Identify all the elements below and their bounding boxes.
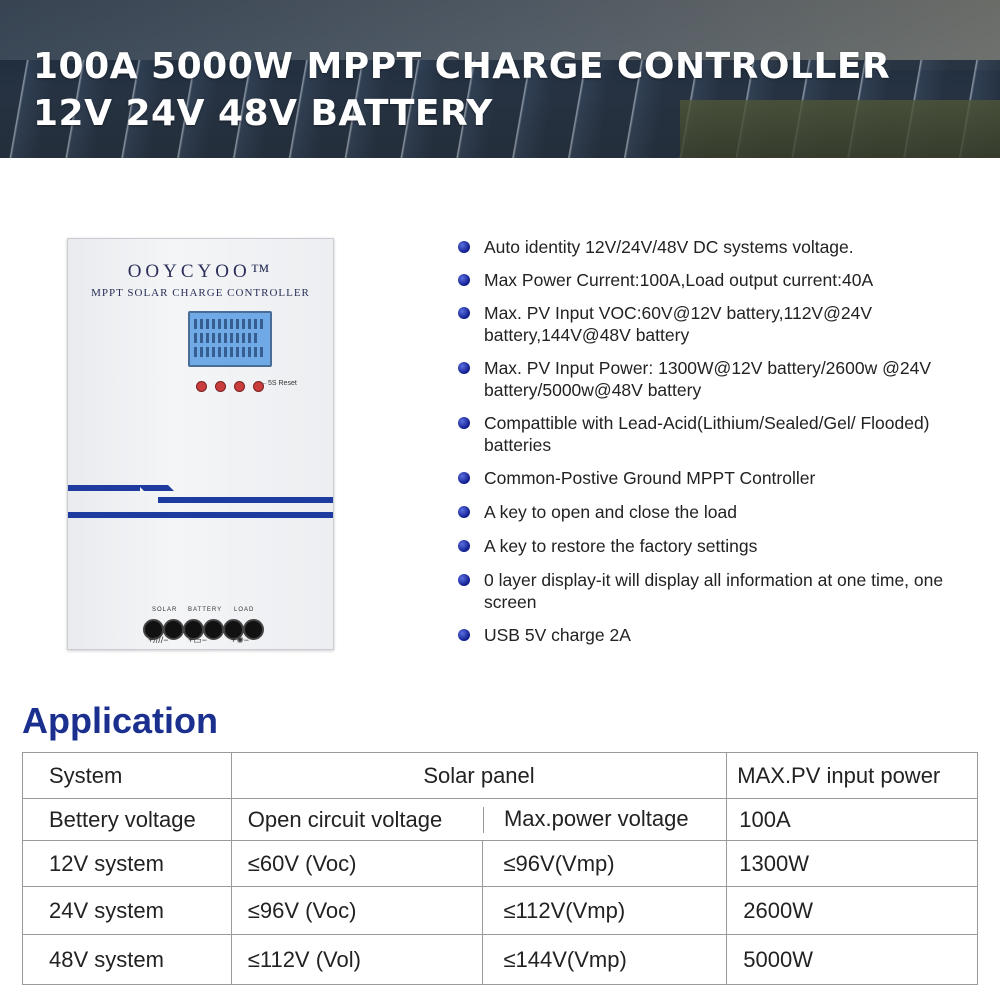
feature-item: Max Power Current:100A,Load output current:40A — [456, 269, 986, 291]
lcd-screen — [188, 311, 272, 367]
application-heading: Application — [22, 700, 218, 741]
row-power: 5000W — [727, 935, 978, 985]
banner-title-line1: 100A 5000W MPPT CHARGE CONTROLLER — [33, 46, 891, 87]
row-voc: ≤112V (Vol) — [231, 935, 483, 985]
banner-title-line2: 12V 24V 48V BATTERY — [33, 93, 493, 134]
row-system: 12V system — [23, 841, 232, 887]
banner-grass — [680, 100, 1000, 158]
bullet-icon — [458, 540, 470, 552]
application-table — [22, 752, 978, 985]
device-brand: OOYCYOO™ — [127, 261, 274, 282]
terminal-label-solar: SOLAR — [152, 607, 178, 613]
bulb-icon: +✺− — [231, 635, 250, 645]
hero-banner — [0, 0, 1000, 158]
feature-list — [456, 236, 986, 646]
feature-item: Compattible with Lead-Acid(Lithium/Sealed/Gel/ Flooded) batteries — [456, 412, 986, 456]
header-solar-panel: Solar panel — [231, 753, 726, 799]
bullet-icon — [458, 506, 470, 518]
feature-item: Auto identity 12V/24V/48V DC systems voltage. — [456, 236, 986, 258]
row-power: 1300W — [727, 841, 978, 887]
bullet-icon — [458, 241, 470, 253]
table-subheader-row — [23, 799, 978, 841]
blue-stripe-diagonal — [138, 485, 174, 491]
feature-item: A key to open and close the load — [456, 501, 986, 523]
menu-button — [196, 381, 207, 392]
solar-panel-icon: +////− — [148, 635, 169, 645]
table-header-row — [23, 753, 978, 799]
row-voc: ≤96V (Voc) — [231, 887, 483, 935]
bullet-icon — [458, 629, 470, 641]
subheader-open-circuit: Open circuit voltage — [231, 799, 483, 841]
table-row — [23, 841, 978, 887]
blue-stripe-upper-left — [68, 485, 140, 491]
header-max-pv: MAX.PV input power — [727, 753, 978, 799]
row-voc: ≤60V (Voc) — [231, 841, 483, 887]
subheader-current: 100A — [727, 799, 978, 841]
subheader-battery-voltage: Bettery voltage — [23, 799, 232, 841]
reset-label: ←5S Reset — [261, 380, 297, 387]
table-row — [23, 935, 978, 985]
charge-controller-image — [67, 238, 334, 650]
bullet-icon — [458, 574, 470, 586]
feature-item: Max. PV Input VOC:60V@12V battery,112V@24V battery,144V@48V battery — [456, 302, 986, 346]
table-row — [23, 887, 978, 935]
bullet-icon — [458, 417, 470, 429]
battery-icon: +▭− — [188, 635, 208, 645]
plus-button — [215, 381, 226, 392]
feature-item: USB 5V charge 2A — [456, 624, 986, 646]
row-power: 2600W — [727, 887, 978, 935]
minus-button — [234, 381, 245, 392]
feature-item: Max. PV Input Power: 1300W@12V battery/2600w @24V battery/5000w@48V battery — [456, 357, 986, 401]
row-system: 24V system — [23, 887, 232, 935]
row-system: 48V system — [23, 935, 232, 985]
terminal-label-battery: BATTERY — [188, 607, 223, 613]
row-vmp: ≤96V(Vmp) — [483, 841, 727, 887]
header-system: System — [23, 753, 232, 799]
blue-stripe-upper-right — [158, 497, 333, 503]
feature-item: 0 layer display-it will display all information at one time, one screen — [456, 569, 986, 613]
row-vmp: ≤112V(Vmp) — [483, 887, 727, 935]
bullet-icon — [458, 472, 470, 484]
device-subtitle: MPPT SOLAR CHARGE CONTROLLER — [91, 287, 310, 299]
row-vmp: ≤144V(Vmp) — [483, 935, 727, 985]
feature-item: A key to restore the factory settings — [456, 535, 986, 557]
blue-stripe-lower — [68, 512, 333, 518]
bullet-icon — [458, 362, 470, 374]
feature-item: Common-Postive Ground MPPT Controller — [456, 467, 986, 489]
bullet-icon — [458, 307, 470, 319]
subheader-max-power-voltage: Max.power voltage — [483, 799, 727, 841]
bullet-icon — [458, 274, 470, 286]
terminal-label-load: LOAD — [234, 607, 255, 613]
